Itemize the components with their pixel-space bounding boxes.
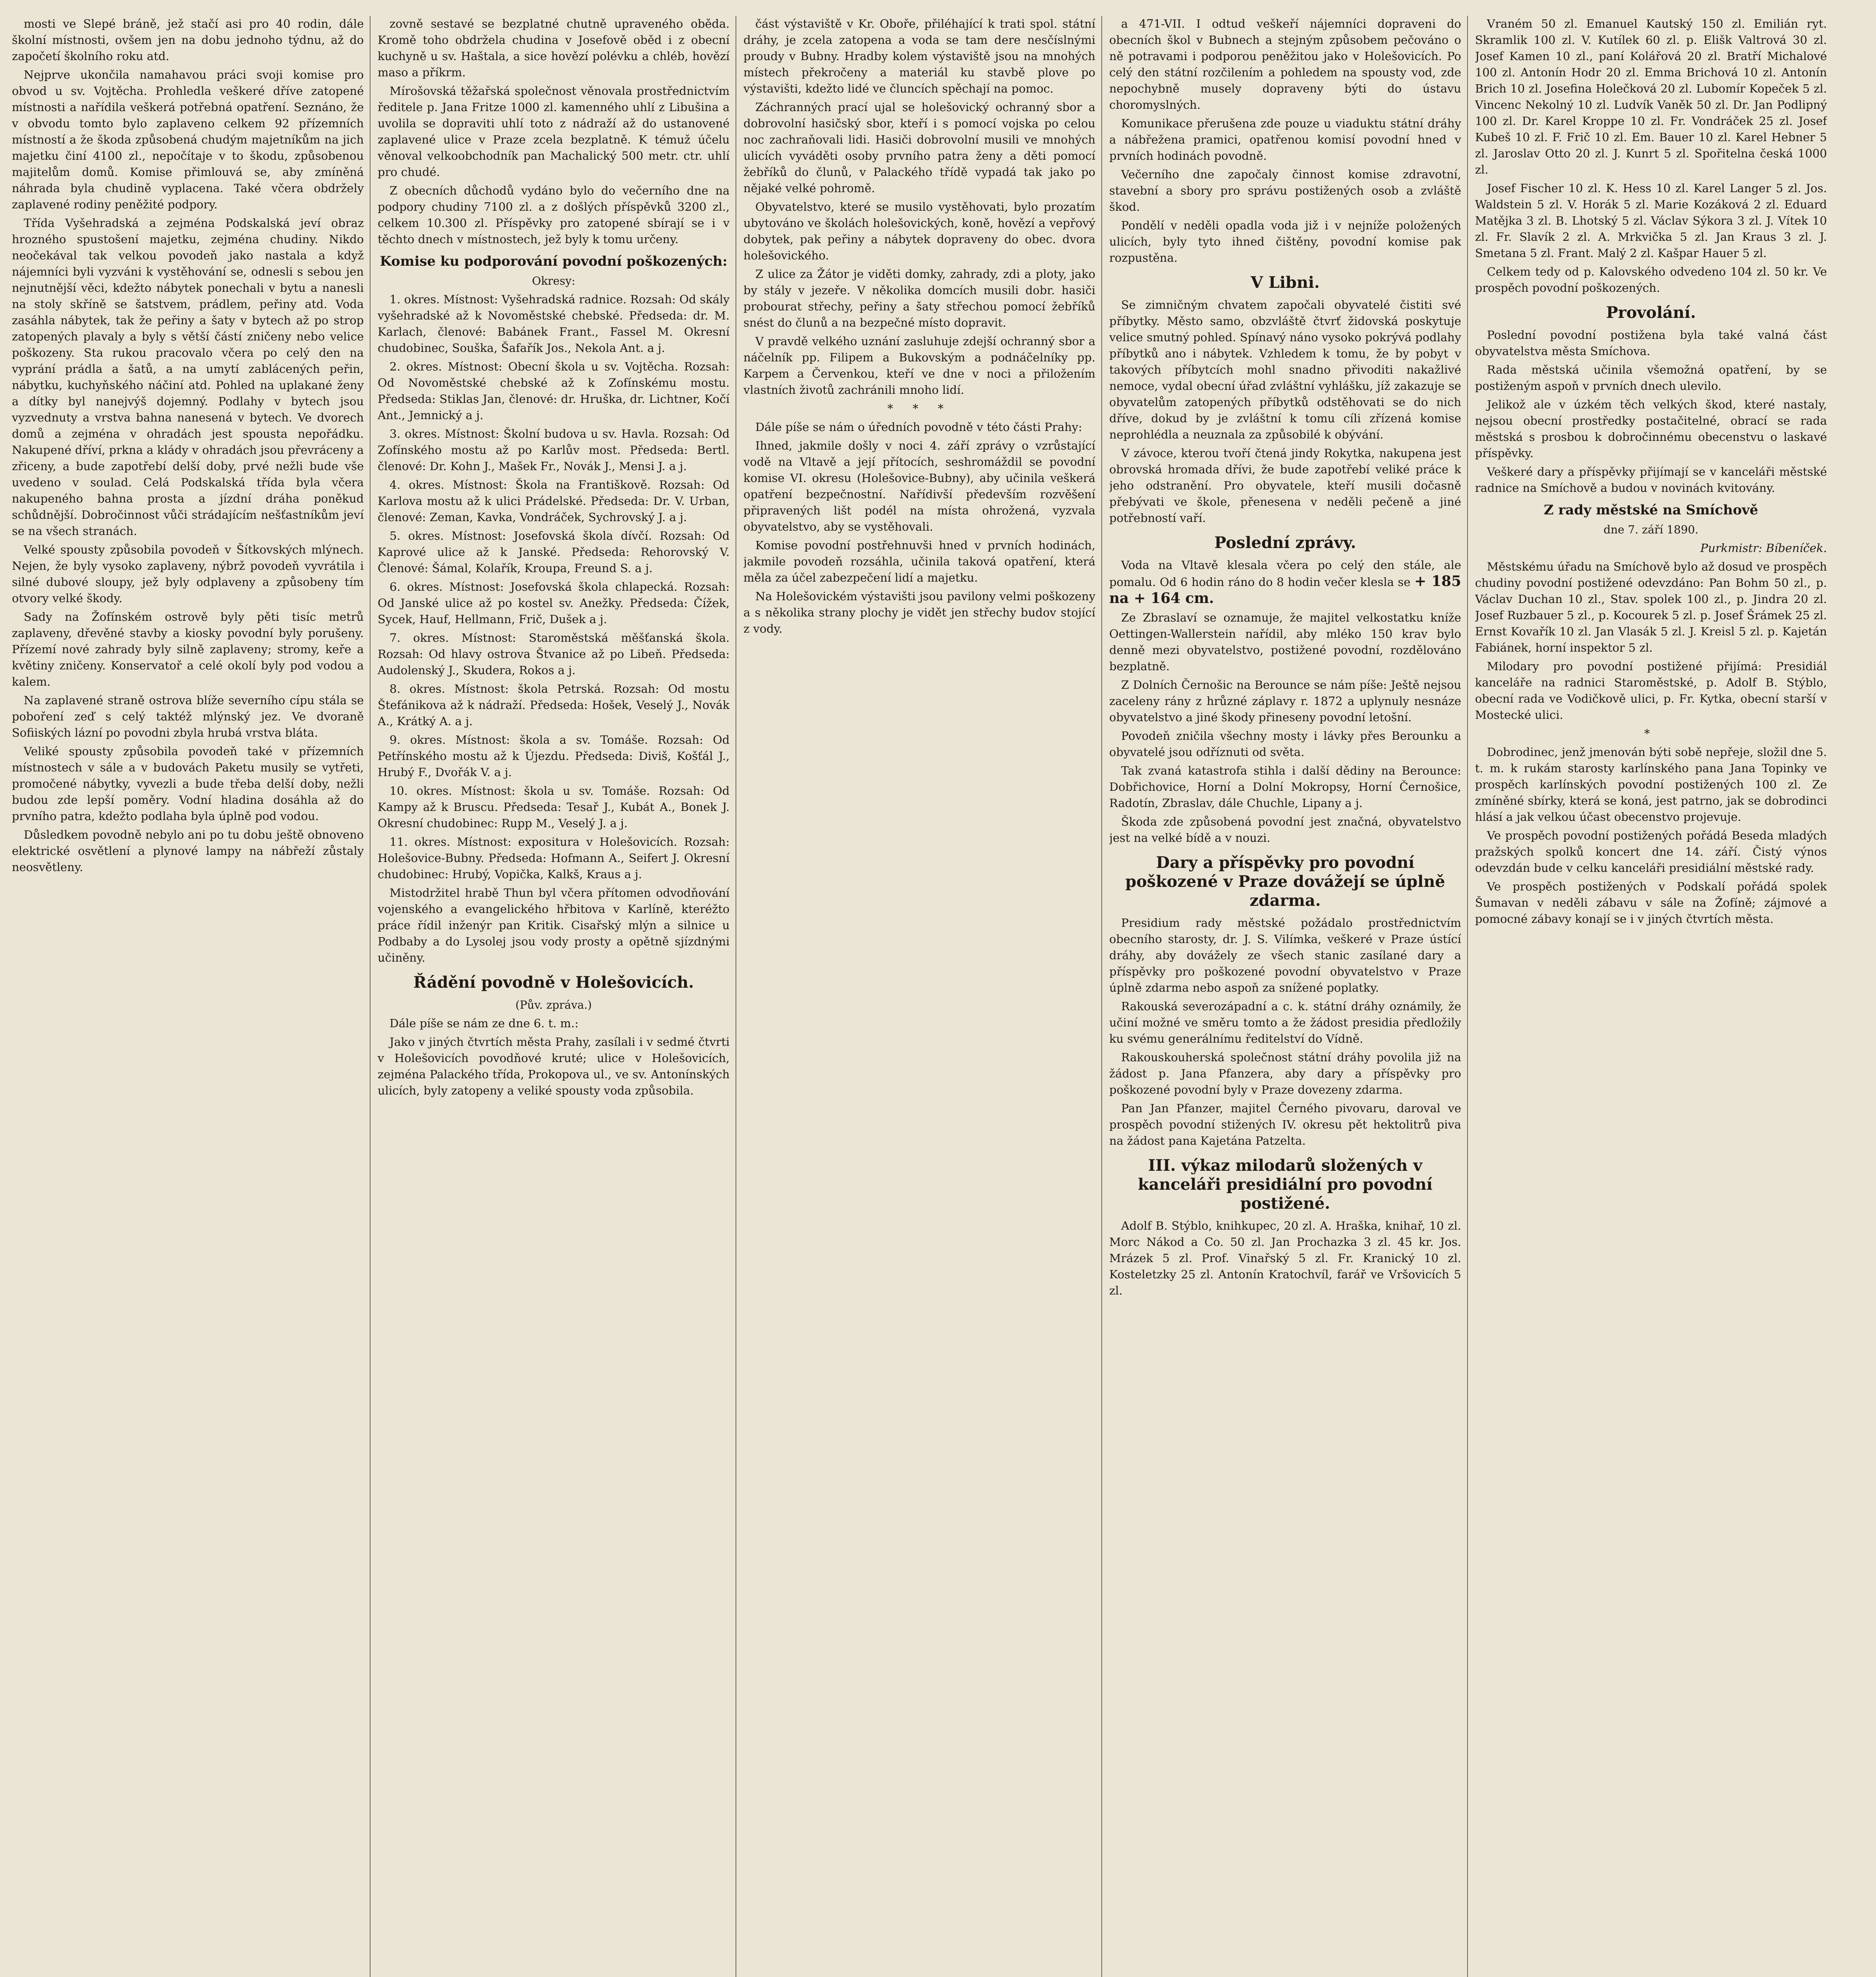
committee-entry: 3. okres. Místnost: Školní budova u sv. Havla. Rozsah: Od Zofínského mostu až po Karlův most. Předseda: Bertl. členové: Dr. Kohn J., Mašek Fr., Novák J., Mensi J. a j. [378, 427, 730, 473]
paragraph: Dále píše se nám o úředních povodně v této části Prahy: [755, 420, 1082, 434]
column-2 [378, 16, 730, 1977]
paragraph: Důsledkem povodně nebylo ani po tu dobu ještě obnoveno elektrické osvětlení a plynové lampy na nábřeží zůstaly neosvětleny. [12, 828, 364, 874]
paragraph: Pan Jan Pfanzer, majitel Černého pivovaru, daroval ve prospěch povodní stižených IV. okresu pět hektolitrů piva na žádost pana Kajetána Patzelta. [1109, 1102, 1461, 1147]
committee-entry: 2. okres. Místnost: Obecní škola u sv. Vojtěcha. Rozsah: Od Novoměstské chebské až k Zofínskému mostu. Předseda: Stiklas Jan, členové: dr. Hruška, dr. Lichtner, Kočí Ant., Jemnický a j. [378, 360, 730, 422]
paragraph [1109, 557, 1461, 607]
column-1 [12, 16, 364, 1977]
paragraph: mosti ve Slepé bráně, jež stačí asi pro 40 rodin, dále školní místnosti, ovšem jen na dobu jednoho týdnu, až do započetí školního roku atd. [12, 17, 364, 63]
paragraph: Z Dolních Černošic na Berounce se nám píše: Ještě nejsou zaceleny rány z hrůzné záplavy r. 1872 a uplynuly nesnáze obyvatelstvo a jiné škody přineseny povodní letošní. [1109, 678, 1461, 724]
committee-entry: 1. okres. Místnost: Vyšehradská radnice. Rozsah: Od skály vyšehradské až k Novoměstské chebské. Předseda: dr. M. Karlach, členové: Babánek Frant., Fassel M. Okresní chudobinec, Souška, Šafařík Jos., Nekola Ant. a j. [378, 293, 730, 355]
committee-subheading: Okresy: [532, 274, 575, 287]
section-heading: III. výkaz milodarů složených v kanceláři presidiální pro povodní postižené. [1138, 1156, 1433, 1213]
column-rule [370, 16, 371, 1977]
column-3 [743, 16, 1095, 1977]
paragraph: Na Holešovickém výstavišti jsou pavilony velmi poškozeny a s několika strany plochy je vidět jen střechy budov stojící z vody. [743, 590, 1095, 635]
paragraph: Obyvatelstvo, které se musilo vystěhovati, bylo prozatím ubytováno ve školách holešovických, koně, hovězí a vepřový dobytek, pak peřiny a nábytek dopraveny do obec. dvora holešovického. [743, 200, 1095, 262]
paragraph: Záchranných prací ujal se holešovický ochranný sbor a dobrovolní hasičský sbor, kteří i s pomocí vojska po celou noc zachraňovali lidi. Hasiči dobrovolní musili ve mnohých ulicích vyváděti osoby prvního patra ženy a děti pomocí žebříků do člunů, v Palackého třídě vypadá tak jako po nějaké velké pohromě. [743, 100, 1095, 195]
paragraph: Ihned, jakmile došly v noci 4. září zprávy o vzrůstající vodě na Vltavě a její přítocích, seshromáždil se povodní komise VI. okresu (Holešovice-Bubny), aby učinila veškerá opatření bezpečnostní. Nařídivší především rozvěšení připravených lišt podél na místa ohrožená, vyzvala obyvatelstvo, aby se vystěhovali. [743, 439, 1095, 533]
paragraph: Povodeň zničila všechny mosty i lávky přes Berounku a obyvatelé jsou odříznuti od světa. [1109, 729, 1461, 759]
paragraph: Dobrodinec, jenž jmenován býti sobě nepřeje, složil dne 5. t. m. k rukám starosty karlínského pana Jana Topinky ve prospěch karlínských povodní postižených 100 zl. Ze zmíněné sbírky, která se koná, jest patrno, jak se dobrodinci hlásí a jak velkou účast obecenstvo projevuje. [1475, 745, 1827, 824]
paragraph: Adolf B. Stýblo, knihkupec, 20 zl. A. Hraška, knihař, 10 zl. Morc Nákod a Co. 50 zl. Jan Prochazka 3 zl. 45 kr. Jos. Mrázek 5 zl. Prof. Vinařský 5 zl. Fr. Kranický 10 zl. Kosteletzky 25 zl. Antonín Kratochvíl, farář ve Vršovicích 5 zl. [1109, 1219, 1461, 1297]
paragraph: V závoce, kterou tvoří čtená jindy Rokytka, nakupena jest obrovská hromada dřívi, že bude zapotřebí veliké práce k jeho odstranění. Pro obyvatele, kteří musili dočasně přebývati ve škole, přenesena v neděli pečeně a jiné potřebností vaří. [1109, 446, 1461, 525]
section-heading: V Libni. [1250, 273, 1320, 292]
paragraph: Večerního dne započaly činnost komise zdravotní, stavební a sbory pro správu postižených osob a zvláště škod. [1109, 168, 1461, 214]
paragraph: Dále píše se nám ze dne 6. t. m.: [390, 1017, 579, 1030]
paragraph: Jelikož ale v úzkém těch velkých škod, které nastaly, nejsou obecní prostředky postačitelné, obrací se rada městská s prosbou k dobročinnému obecenstvu o laskavé příspěvky. [1475, 398, 1827, 460]
paragraph: a 471-VII. I odtud veškeří nájemníci dopraveni do obecních škol v Bubnech a stejným způsobem pečováno o ně potravami i podporou peněžitou jako v Holešovicích. Po celý den státní rozčilením a pohledem na spousty vod, zde nepochybně musely dopraveny býti do ústavu choromyslných. [1109, 17, 1461, 112]
paragraph: Na zaplavené straně ostrova blíže severního cípu stála se poboření zeď s celý taktéž mlýnský jez. Ve dvoraně Sofiiských lázní po povodni zbyla hrubá vrstva bláta. [12, 694, 364, 739]
paragraph: Jako v jiných čtvrtích města Prahy, zasílali i v sedmé čtvrti v Holešovicích povodňové kruté; ulice v Holešovicích, zejména Palackého třída, Prokopova ul., ve sv. Antonínských ulicích, byly zatopeny a veliké spousty voda způsobila. [378, 1035, 730, 1097]
paragraph: Milodary pro povodní postižené přijímá: Presidiál kanceláře na radnici Staroměstské, p. Adolf B. Stýblo, obecní rada ve Vodičkově ulici, p. Fr. Kytka, obecní starší v Mostecké ulici. [1475, 660, 1827, 722]
paragraph: Komise povodní postřehnuvši hned v prvních hodinách, jakmile povodeň rozsáhla, učinila taková opatření, která měla za účel zabezpečení lidí a majetku. [743, 539, 1095, 584]
committee-heading: Komise ku podporování povodní poškozených: [380, 253, 728, 269]
paragraph: Velké spousty způsobila povodeň v Šítkovských mlýnech. Nejen, že byly vysoko zaplaveny, nýbrž povodeň vyvrátila i silné dubové sloupy, jež byly odplaveny a způsobeny tím otvory velké škody. [12, 543, 364, 605]
paragraph: Poslední povodní postižena byla také valná část obyvatelstva města Smíchova. [1475, 328, 1827, 358]
paragraph: Ze Zbraslaví se oznamuje, že majitel velkostatku kníže Oettingen-Wallerstein nařídil, aby mléko 150 krav bylo denně mezi obyvatelstvo, postižené povodní, rozdělováno bezplatně. [1109, 611, 1461, 673]
paragraph: Mistodržitel hrabě Thun byl včera přítomen odvodňování vojenského a evangelického hřbitova v Karlíně, kteréžto práce řídil inženýr pan Kritik. Cisařský mlýn a silnice u Podbaby a do Lysolej jsou vody prosty a opětně sjízdnými učiněny. [378, 886, 730, 964]
committee-entry: 9. okres. Místnost: škola a sv. Tomáše. Rozsah: Od Petřínského mostu až k Újezdu. Předseda: Diviš, Košťál J., Hrubý F., Dvořák V. a j. [378, 733, 730, 779]
column-rule [1101, 16, 1102, 1977]
committee-entry: 8. okres. Místnost: škola Petrská. Rozsah: Od mostu Štefánikova až k nádraží. Předseda: Hošek, Veselý J., Novák A., Krátký A. a j. [378, 682, 730, 728]
paragraph: Třída Vyšehradská a zejména Podskalská jeví obraz hrozného spustošení majetku, zejména chudiny. Nikdo neočekával tak velkou povodeň jako nastala a když nájemníci byli vyzváni k vystěhování se, odnesli s sebou jen nejnutnější věci, kdežto nábytek ponechali v bytu a nanesli na stoly skříně se šatstvem, prádlem, peřiny atd. Voda zasáhla nábytek, tak že peřiny a šaty v bytech až po strop zatopených plavaly a byly s větší částí zničeny nebo velice poškozeny. Sta rukou pracovalo včera po celý den na vyprání prádla a šatů, a na umytí zablácených peřin, nábytku, kuchyňského náčiní atd. Pohled na uplakané ženy a dítky byl nanejvýš dojemný. Podlahy v bytech jsou vyzvednuty a vrstva bahna nanesená v bytech. Ve dvorech domů a zejména v ohradách jest spousta nepořádku. Nakupené dříví, prkna a klády v ohradách jsou převráceny a zřiceny, a bude zapotřebí delší doby, prvé nežli bude vše uvedeno v soulad. Celá Podskalská třída byla včera nakupeného bahna prosta a jízdní dráha poněkud schůdnější. Dobročinnost vůči strádajícím nešťastníkům jeví se na všech stranách. [12, 216, 364, 538]
signature-heading: Z rady městské na Smíchově [1543, 502, 1759, 518]
paragraph: Mírošovská těžařská společnost věnovala prostřednictvím ředitele p. Jana Fritze 1000 zl. kamenného uhlí z Libušina a uvolila se dopraviti uhlí toto z nádraží až do ustanovené zaplavené ulice v Praze zcela bezplatně. K témuž účelu věnoval velkoobchodník pan Machalický 500 metr. ctr. uhlí pro chudé. [378, 84, 730, 179]
committee-entry: 11. okres. Místnost: expositura v Holešovicích. Rozsah: Holešovice-Bubny. Předseda: Hofmann A., Seifert J. Okresní chudobinec: Hrubý, Vopička, Kalkš, Kraus a j. [378, 835, 730, 881]
committee-entry: 4. okres. Místnost: Škola na Františkově. Rozsah: Od Karlova mostu až k ulici Prádelské. Předseda: Dr. V. Urban, členové: Zeman, Kavka, Vondráček, Sychrovský J. a j. [378, 478, 730, 524]
section-heading: Provolání. [1606, 303, 1696, 322]
paragraph: Celkem tedy od p. Kalovského odvedeno 104 zl. 50 kr. Ve prospěch povodní poškozených. [1475, 265, 1827, 295]
paragraph: část výstaviště v Kr. Oboře, přiléhající k trati spol. státní dráhy, je zcela zatopena a voda se tam dere nesčíslnými proudy v Bubny. Hradby kolem výstaviště jsou na mnohých místech překročeny a materiál ku stavbě plove po výstavišti, kdežto lidé ve čluncích spěchají na pomoc. [743, 17, 1095, 95]
paragraph: Komunikace přerušena zde pouze u viaduktu státní dráhy a nábřežena pramici, opatřenou komisí povodní hned v prvních hodinách povodně. [1109, 117, 1461, 163]
paragraph: Ve prospěch postižených v Podskalí pořádá spolek Šumavan v neděli zábavu v sále na Žofíně; zájmové a pomocné zábavy konají se i v jiných čtvrtích města. [1475, 880, 1827, 926]
paragraph: Z obecních důchodů vydáno bylo do večerního dne na podpory chudiny 7100 zl. a z došlých příspěvků 3200 zl., celkem 10.300 zl. Příspěvky pro zatopené sbírají se i v těchto dnech v místnostech, jež byly k tomu určeny. [378, 184, 730, 246]
paragraph: Tak zvaná katastrofa stihla i další dědiny na Berounce: Dobřichovice, Horní a Dolní Mokropsy, Horní Černošice, Radotín, Zbraslav, dále Chuchle, Lipany a j. [1109, 764, 1461, 810]
signature-date: dne 7. září 1890. [1604, 523, 1698, 536]
paragraph: Pondělí v neděli opadla voda již i v nejníže položených ulicích, byly tyto ihned čištěny, povodní komise pak rozpustěna. [1109, 219, 1461, 265]
section-heading: Dary a příspěvky pro povodní poškozené v Praze dovážejí se úplně zdarma. [1125, 853, 1445, 910]
committee-entry: 7. okres. Místnost: Staroměstská měšťanská škola. Rozsah: Od hlavy ostrova Štvanice až po Libeň. Předseda: Audolenský J., Skudera, Rokos a j. [378, 631, 730, 677]
paragraph: Ve prospěch povodní postižených pořádá Beseda mladých pražských spolků koncert dne 14. září. Čistý výnos odevzdán bude v celku kanceláři presidiální městské rady. [1475, 829, 1827, 875]
column-rule [1467, 16, 1468, 1977]
paragraph: Josef Fischer 10 zl. K. Hess 10 zl. Karel Langer 5 zl. Jos. Waldstein 5 zl. V. Horák 5 zl. Marie Kozáková 2 zl. Eduard Matějka 3 zl. B. Lhotský 5 zl. Václav Sýkora 3 zl. J. Vítek 10 zl. Fr. Slavík 2 zl. A. Mrkvička 5 zl. Jan Kraus 3 zl. J. Smetana 5 zl. Frant. Malý 2 zl. Kašpar Hauer 5 zl. [1475, 181, 1827, 260]
committee-entry: 6. okres. Místnost: Josefovská škola chlapecká. Rozsah: Od Janské ulice až po kostel sv. Anežky. Předseda: Čížek, Sycek, Hauf, Hellmann, Frič, Dušek a j. [378, 580, 730, 626]
committee-entry: 10. okres. Místnost: škola u sv. Tomáše. Rozsah: Od Kampy až k Bruscu. Předseda: Tesař J., Kubát A., Bonek J. Okresní chudobinec: Rupp M., Veselý J. a j. [378, 784, 730, 830]
separator-stars: * * * [887, 402, 951, 415]
separator-stars: * [1644, 727, 1658, 740]
paragraph: Veliké spousty způsobila povodeň také v přízemních místnostech v sále a v budovách Paketu musily se vytřeti, promočené nábytky, vyvezli a bude třeba delší doby, nežli budou zde lepší poměry. Vodní hladina dosáhla až do prvního patra, kdežto podlaha byla úplně pod vodou. [12, 745, 364, 823]
column-4 [1109, 16, 1461, 1977]
paragraph: Rada městská učinila všemožná opatření, by se postiženým aspoň v prvních dnech ulevilo. [1475, 363, 1827, 393]
paragraph: zovně sestavé se bezplatné chutně upraveného oběda. Kromě toho obdržela chudina v Josefově oběd i z obecní kuchyně u sv. Haštala, a sice hovězí polévku a chléb, hovězí maso a příkrm. [378, 17, 730, 79]
paragraph: Veškeré dary a příspěvky přijímají se v kanceláři městské radnice na Smíchově a budou v novinách kvitovány. [1475, 465, 1827, 495]
section-subheading: (Pův. zpráva.) [515, 998, 592, 1011]
paragraph: Presidium rady městské požádalo prostřednictvím obecního starosty, dr. J. S. Vilímka, veškeré v Praze ústící dráhy, aby dovážely ze všech stanic zasílané dary a příspěvky pro poškozené povodní obyvatelstvo v Praze úplně zdarma nebo aspoň za snížené poplatky. [1109, 916, 1461, 994]
paragraph: Škoda zde způsobená povodní jest značná, obyvatelstvo jest na velké bídě a v nouzi. [1109, 815, 1461, 845]
committee-entry: 5. okres. Místnost: Josefovská škola dívčí. Rozsah: Od Kaprové ulice až k Janské. Předseda: Rehorovský V. Členové: Šámal, Kolařík, Kroupa, Freund S. a j. [378, 529, 730, 575]
paragraph: Rakouskouherská společnost státní dráhy povolila již na žádost p. Jana Pfanzera, aby dary a příspěvky pro poškozené povodní byly v Praze dovezeny zdarma. [1109, 1051, 1461, 1096]
column-5 [1475, 16, 1827, 1977]
paragraph: Městskému úřadu na Smíchově bylo až dosud ve prospěch chudiny povodní postižené odevzdáno: Pan Bohm 50 zl., p. Václav Duchan 10 zl., Stav. spolek 100 zl., p. Jindra 20 zl. Josef Ruzbauer 5 zl., p. Kocourek 5 zl. p. Josef Šrámek 25 zl. Ernst Kovařík 10 zl. Jan Vlasák 5 zl. J. Kreisl 5 zl. p. Kajetán Fabiánek, horní inspektor 5 zl. [1475, 560, 1827, 654]
paragraph: Sady na Žofínském ostrově byly pěti tisíc metrů zaplaveny, dřevěné stavby a kiosky povodní byly porušeny. Přízemí nové zahrady byly silně zaplaveny; stromy, keře a květiny zničeny. Konservatoř a celé okolí byly pod vodou a kalem. [12, 610, 364, 688]
paragraph: Nejprve ukončila namahavou práci svoji komise pro obvod u sv. Vojtěcha. Prohledla veškeré dříve zatopené místnosti a nařídila veškerá potřebná opatření. Seznáno, že v obvodu tomto bylo zaplaveno celkem 92 přízemních místností a že škoda způsobená chudým majetníkům na jich majetku činí 4100 zl., nepočítaje v to škodu, způsobenou majitelům domů. Komise přimlouvá se, aby zmíněná náhrada byla chudině vyplacena. Také včera obdržely zaplavené rodiny peněžité podpory. [12, 68, 364, 211]
paragraph: Rakouská severozápadní a c. k. státní dráhy oznámily, že učiní možné ve směru tomto a že žádost presidia předložily ku svému generálnímu ředitelství do Vídně. [1109, 1000, 1461, 1045]
section-heading: Řádění povodně v Holešovicích. [413, 973, 694, 992]
signature-name: Purkmistr: Bíbeníček. [1700, 541, 1827, 555]
section-heading: Poslední zprávy. [1214, 533, 1356, 552]
paragraph: Se zimničným chvatem započali obyvatelé čistiti své příbytky. Město samo, obzvláště čtvrť židovská poskytuje velice smutný pohled. Spínavý náno vysoko pokrývá podlahy příbytků ano i nábytek. Vzhledem k tomu, že by pobyt v takových příbytcích mohl snadno přivoditi nakažlivé nemoce, vydal obecní úřad zvláštní vyhlášku, jíž zakazuje se obyvatelům zatopených příbytků odstěhovati se do nich dříve, dokud by je zvláštní k tomu cíli zřízená komise neprohlédla a neuznala za způsobilé k obývání. [1109, 298, 1461, 441]
paragraph: Z ulice za Žátor je viděti domky, zahrady, zdi a ploty, jako by stály v jezeře. V několika domcích musili dobr. hasiči probourat střechy, peřiny a šaty střechou pomocí žebříků snést do člunů a na bezpečné místo dopravit. [743, 267, 1095, 329]
water-level-lead: Voda na Vltavě klesala včera po celý den stále, ale pomalu. Od 6 hodin ráno do 8 hodin večer klesla se [1109, 558, 1461, 589]
paragraph: V pravdě velkého uznání zasluhuje zdejší ochranný sbor a náčelník pp. Filipem a Bukovským a podnáčelníky pp. Karpem a Červenkou, kteří ve dne v noci a přiložením vlastních životů zachránili mnoho lidí. [743, 335, 1095, 397]
paragraph: Vraném 50 zl. Emanuel Kautský 150 zl. Emilián ryt. Skramlik 100 zl. V. Kutílek 60 zl. p. Elišk Valtrová 30 zl. Josef Kamen 10 zl., paní Kolářová 20 zl. Bratří Michalové 100 zl. Antonín Hodr 20 zl. Emma Brichová 10 zl. Antonín Brich 10 zl. Josefina Holečková 20 zl. Lubomír Kopeček 5 zl. Vincenc Nekolný 10 zl. Ludvík Vaněk 50 zl. Dr. Jan Podlipný 100 zl. Dr. Karel Kroppe 10 zl. Fr. Vondráček 25 zl. Josef Kubeš 10 zl. F. Frič 10 zl. Em. Bauer 10 zl. Karel Hebner 5 zl. Jaroslav Otto 20 zl. J. Kunrt 5 zl. Spořitelna česká 1000 zl. [1475, 17, 1827, 176]
water-level-value: + 185 na + 164 cm. [1109, 573, 1461, 607]
